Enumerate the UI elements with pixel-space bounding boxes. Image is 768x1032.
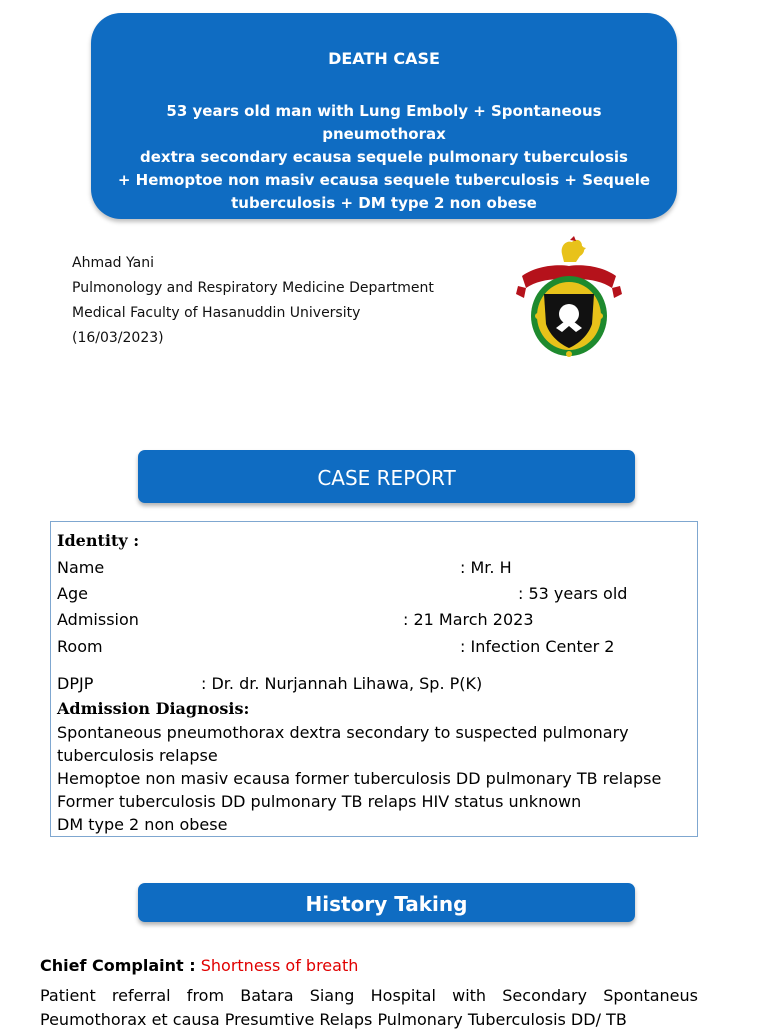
case-report-header: CASE REPORT bbox=[138, 450, 635, 503]
diagnosis-line: Hemoptoe non masiv ecausa former tuberculosis DD pulmonary TB relapse bbox=[57, 769, 662, 788]
author-department: Pulmonology and Respiratory Medicine Department bbox=[72, 280, 434, 296]
author-block bbox=[72, 251, 434, 351]
banner-title: DEATH CASE bbox=[328, 49, 440, 68]
presentation-date: (16/03/2023) bbox=[72, 330, 164, 346]
death-case-banner bbox=[91, 13, 677, 219]
diagnosis-line: tuberculosis relapse bbox=[57, 746, 218, 765]
chief-complaint-label: Chief Complaint : bbox=[40, 956, 196, 975]
identity-box bbox=[50, 521, 698, 837]
history-paragraph-line: Patient referral from Batara Siang Hospital with Secondary Spontaneus bbox=[40, 986, 698, 1005]
identity-value-name: : Mr. H bbox=[460, 558, 512, 577]
chief-complaint bbox=[40, 956, 358, 975]
identity-value-dpjp: : Dr. dr. Nurjannah Lihawa, Sp. P(K) bbox=[201, 674, 483, 693]
banner-description bbox=[111, 100, 657, 215]
banner-line: 53 years old man with Lung Emboly + Spontaneous pneumothorax bbox=[166, 102, 602, 143]
banner-line: tuberculosis + DM type 2 non obese bbox=[231, 194, 537, 212]
identity-label-age: Age bbox=[57, 584, 88, 603]
author-faculty: Medical Faculty of Hasanuddin University bbox=[72, 305, 361, 321]
identity-value-age: : 53 years old bbox=[518, 584, 628, 603]
banner-line: dextra secondary ecausa sequele pulmonary tuberculosis bbox=[140, 148, 628, 166]
diagnosis-line: DM type 2 non obese bbox=[57, 815, 228, 834]
identity-label-name: Name bbox=[57, 558, 105, 577]
identity-label-room: Room bbox=[57, 637, 103, 656]
history-paragraph-line: Peumothorax et causa Presumtive Relaps Pulmonary Tuberculosis DD/ TB bbox=[40, 1010, 627, 1029]
chief-complaint-value: Shortness of breath bbox=[200, 956, 359, 975]
identity-label-admission: Admission bbox=[57, 610, 139, 629]
diagnosis-line: Former tuberculosis DD pulmonary TB relaps HIV status unknown bbox=[57, 792, 582, 811]
admission-diagnosis-heading: Admission Diagnosis: bbox=[57, 699, 250, 718]
identity-label-dpjp: DPJP bbox=[57, 674, 94, 693]
history-taking-header: History Taking bbox=[138, 883, 635, 922]
identity-value-room: : Infection Center 2 bbox=[460, 637, 615, 656]
identity-heading: Identity : bbox=[57, 531, 140, 550]
university-emblem-icon bbox=[516, 236, 622, 360]
author-name: Ahmad Yani bbox=[72, 255, 154, 271]
banner-line: + Hemoptoe non masiv ecausa sequele tuberculosis + Sequele bbox=[117, 171, 651, 189]
identity-value-admission: : 21 March 2023 bbox=[403, 610, 534, 629]
diagnosis-line: Spontaneous pneumothorax dextra secondary to suspected pulmonary bbox=[57, 723, 629, 742]
